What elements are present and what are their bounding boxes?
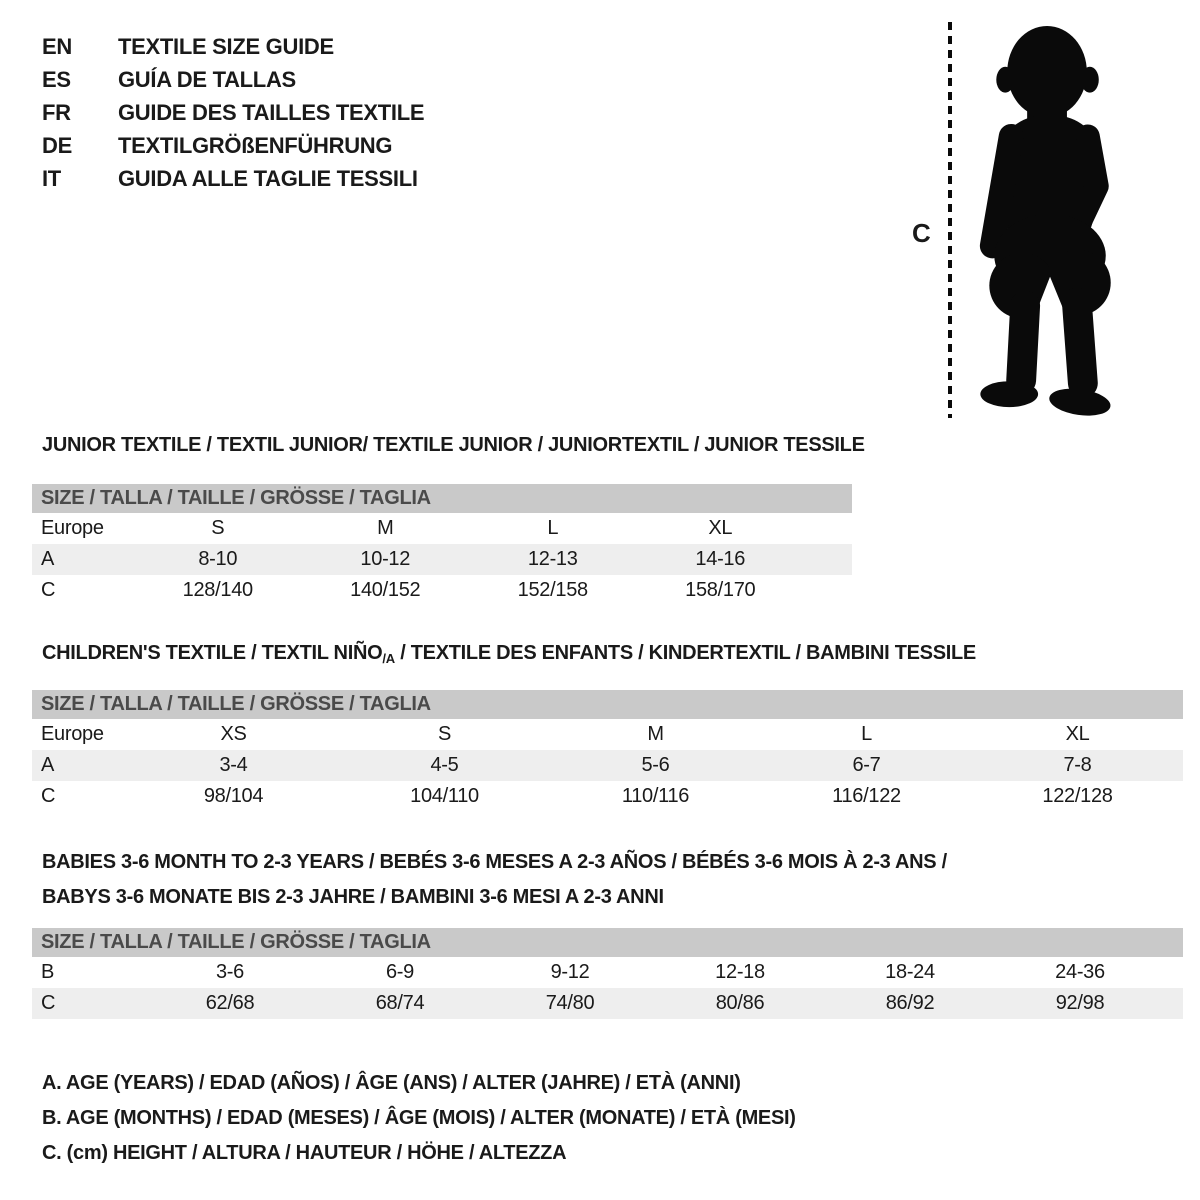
lang-code: EN [42,33,72,59]
lang-code: IT [42,165,61,191]
lang-label: GUIDE DES TAILLES TEXTILE [118,99,425,125]
lang-row-de [42,129,424,162]
table-cell: 98/104 [203,785,264,807]
table-cell: 5-6 [641,754,670,776]
junior-size-table [32,484,852,606]
table-cell: 152/158 [517,579,588,601]
row-label: B [41,961,55,983]
table-cell: 74/80 [545,992,595,1014]
legend-line-b: B. AGE (MONTHS) / EDAD (MESES) / ÂGE (MOIS) / ALTER (MONATE) / ETÀ (MESI) [42,1107,796,1129]
lang-label: TEXTILGRÖßENFÜHRUNG [118,132,393,158]
legend-line-c: C. (cm) HEIGHT / ALTURA / HAUTEUR / HÖHE / ALTEZZA [42,1142,567,1164]
table-cell: 158/170 [685,579,756,601]
measure-c-label: C [912,218,931,248]
table-cell: L [547,517,559,539]
table-cell: 6-9 [385,961,414,983]
toddler-silhouette-icon [965,22,1145,420]
babies-title-line1: BABIES 3-6 MONTH TO 2-3 YEARS / BEBÉS 3-6 MESES A 2-3 AÑOS / BÉBÉS 3-6 MOIS À 2-3 ANS / [42,851,947,873]
table-cell: 128/140 [182,579,253,601]
babies-size-table [32,928,1183,1019]
table-cell: S [211,517,225,539]
children-section-title [42,642,976,665]
row-label: Europe [41,723,104,745]
table-cell: 4-5 [430,754,459,776]
table-cell: XL [1065,723,1090,745]
table-cell: 8-10 [198,548,238,570]
lang-row-it [42,162,424,195]
legend-line-a: A. AGE (YEARS) / EDAD (AÑOS) / ÂGE (ANS) / ALTER (JAHRE) / ETÀ (ANNI) [42,1072,741,1094]
children-size-table [32,690,1183,812]
table-cell: 62/68 [205,992,255,1014]
table-cell: 14-16 [695,548,746,570]
table-cell: 7-8 [1063,754,1092,776]
lang-label: TEXTILE SIZE GUIDE [118,33,334,59]
size-header-bar: SIZE / TALLA / TAILLE / GRÖSSE / TAGLIA [32,484,852,513]
lang-row-fr [42,96,424,129]
table-cell: 86/92 [885,992,935,1014]
table-row [32,513,852,544]
measure-legend [42,1066,796,1171]
table-row [32,781,1183,812]
row-label: A [41,754,55,776]
row-label: C [41,992,56,1014]
row-label: C [41,579,56,601]
children-title-after: / TEXTILE DES ENFANTS / KINDERTEXTIL / BAMBINI TESSILE [394,642,976,664]
table-cell: 3-4 [219,754,248,776]
table-cell: 140/152 [350,579,421,601]
lang-row-es [42,63,424,96]
babies-section-title [42,845,947,915]
table-cell: L [861,723,872,745]
table-row [32,575,852,606]
lang-code: DE [42,132,72,158]
size-header-bar: SIZE / TALLA / TAILLE / GRÖSSE / TAGLIA [32,928,1183,957]
table-cell: 9-12 [550,961,590,983]
children-title-before: CHILDREN'S TEXTILE / TEXTIL NIÑO [42,642,383,664]
size-header-bar: SIZE / TALLA / TAILLE / GRÖSSE / TAGLIA [32,690,1183,719]
table-cell: 6-7 [852,754,881,776]
lang-label: GUÍA DE TALLAS [118,66,296,92]
table-cell: 12-18 [715,961,765,983]
table-cell: S [437,723,452,745]
table-cell: 68/74 [375,992,425,1014]
height-dashed-line [948,22,952,418]
language-title-list [42,30,424,195]
table-cell: 80/86 [715,992,765,1014]
table-cell: 24-36 [1055,961,1105,983]
row-label: Europe [41,517,104,539]
row-label: C [41,785,56,807]
lang-code: ES [42,66,71,92]
table-cell: 110/116 [621,785,690,807]
children-title-sub: /A [382,651,395,666]
table-cell: M [647,723,664,745]
row-label: A [41,548,55,570]
table-cell: XS [220,723,247,745]
table-cell: 122/128 [1042,785,1113,807]
table-cell: 12-13 [527,548,578,570]
table-cell: 92/98 [1055,992,1105,1014]
junior-section-title: JUNIOR TEXTILE / TEXTIL JUNIOR/ TEXTILE JUNIOR / JUNIORTEXTIL / JUNIOR TESSILE [42,434,865,456]
lang-row-en [42,30,424,63]
table-row [32,544,852,575]
table-cell: 18-24 [885,961,935,983]
table-row [32,750,1183,781]
babies-title-line2: BABYS 3-6 MONATE BIS 2-3 JAHRE / BAMBINI 3-6 MESI A 2-3 ANNI [42,886,664,908]
table-cell: 3-6 [215,961,244,983]
table-row [32,988,1183,1019]
lang-label: GUIDA ALLE TAGLIE TESSILI [118,165,418,191]
lang-code: FR [42,99,71,125]
table-row [32,719,1183,750]
table-cell: XL [708,517,733,539]
table-cell: 10-12 [360,548,411,570]
table-cell: 116/122 [832,785,901,807]
table-cell: M [377,517,394,539]
table-cell: 104/110 [410,785,479,807]
table-row [32,957,1183,988]
